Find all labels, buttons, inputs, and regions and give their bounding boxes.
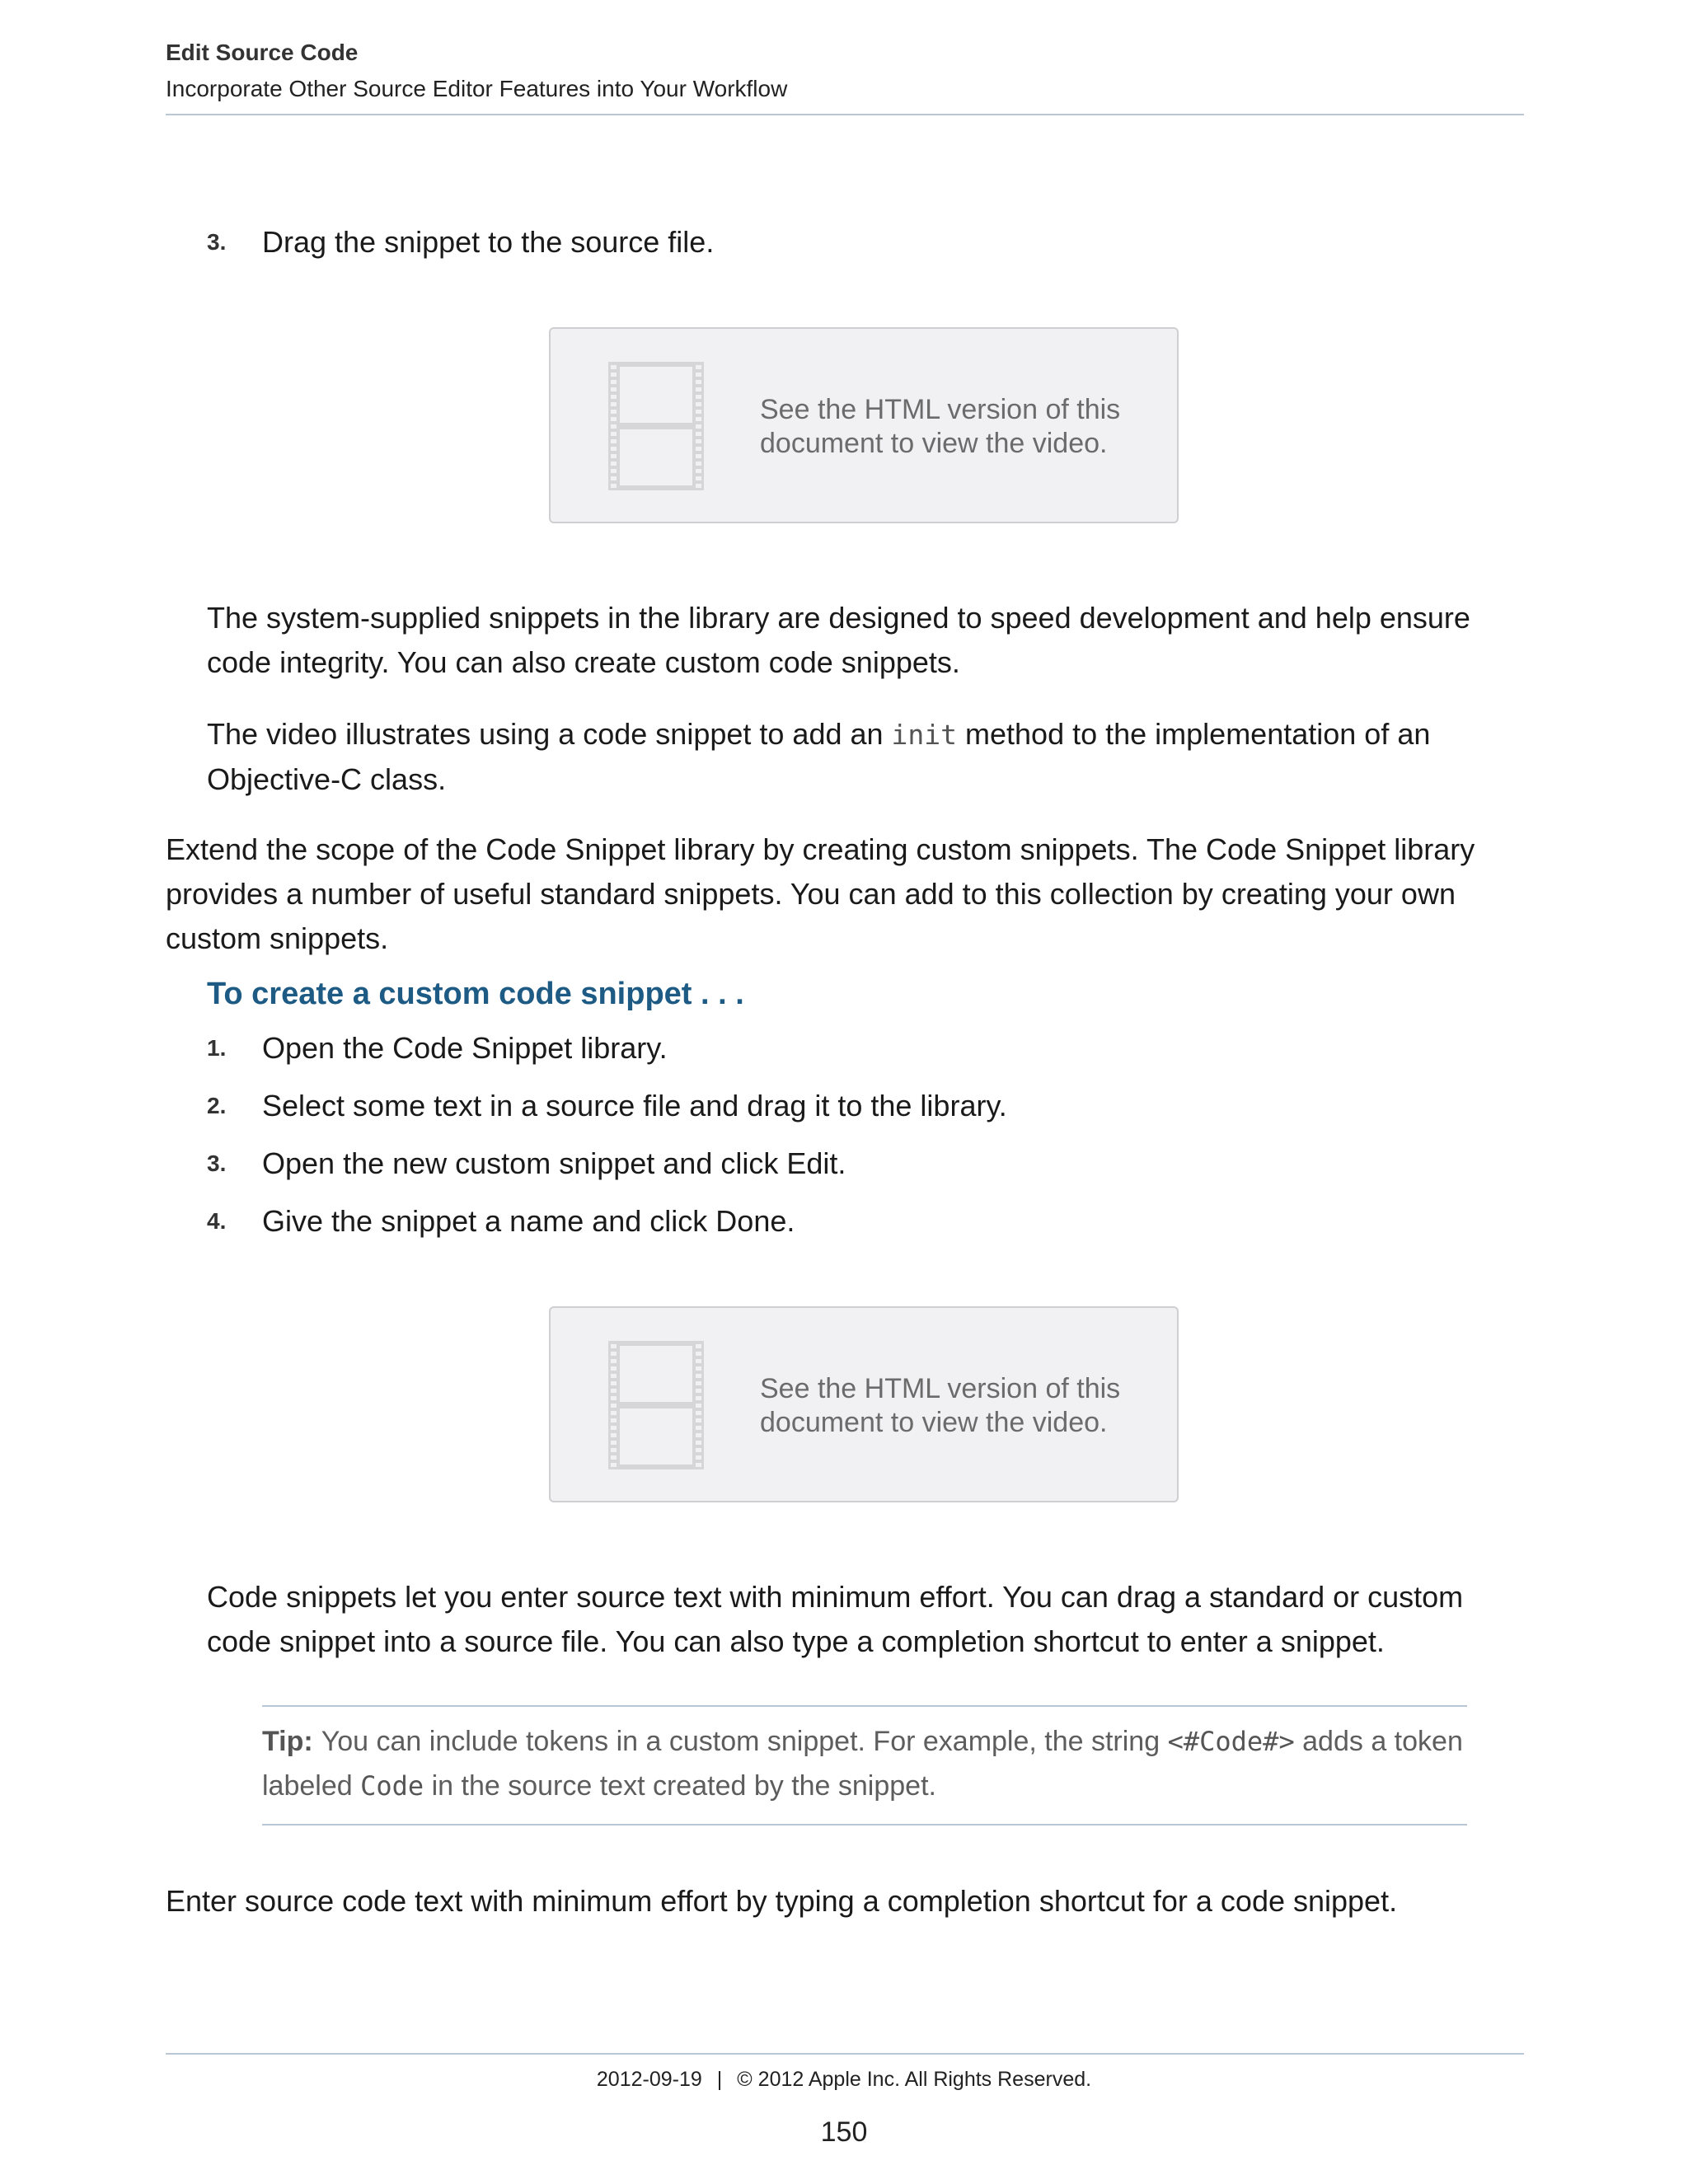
step-number: 3.: [207, 229, 227, 255]
tip-bottom-divider: [262, 1824, 1467, 1825]
footer: [0, 2068, 1688, 2092]
inline-code: init: [891, 719, 958, 751]
footer-copyright: © 2012 Apple Inc. All Rights Reserved.: [737, 2068, 1092, 2091]
footer-separator: |: [716, 2068, 723, 2091]
body-paragraph: Enter source code text with minimum effort by typing a completion shortcut for a code snippet.: [166, 1884, 1398, 1918]
tip-label: Tip:: [262, 1726, 313, 1757]
step-text: Open the new custom snippet and click Edit.: [262, 1146, 846, 1180]
page-number: 150: [820, 2116, 868, 2148]
inline-code: Code: [360, 1770, 424, 1802]
footer-divider: [166, 2053, 1524, 2055]
step-text: Open the Code Snippet library.: [262, 1031, 668, 1065]
footer-date: 2012-09-19: [596, 2068, 702, 2091]
header-section-title: Incorporate Other Source Editor Features into Your Workflow: [166, 76, 788, 101]
step-text: Select some text in a source file and drag it to the library.: [262, 1089, 1007, 1122]
body-paragraph: The video illustrates using a code snippet to add an init method to the implementation of an Objective-C class.: [207, 717, 1431, 796]
video-message: See the HTML version of this document to view the video.: [760, 1373, 1121, 1438]
body-paragraph: Extend the scope of the Code Snippet library by creating custom snippets. The Code Snippet library provides a number of useful standard snippets. You can add to this collection by creating your own custom snippets.: [166, 832, 1475, 955]
film-strip-icon: [608, 1341, 704, 1469]
step-text: Drag the snippet to the source file.: [262, 225, 715, 259]
step-number: 2.: [207, 1093, 227, 1118]
step-number: 1.: [207, 1035, 227, 1061]
body-paragraph: The system-supplied snippets in the library are designed to speed development and help ensure code integrity. You can also create custom code snippets.: [207, 601, 1470, 679]
video-placeholder[interactable]: [549, 327, 1179, 523]
video-message: See the HTML version of this document to view the video.: [760, 394, 1121, 459]
step-number: 4.: [207, 1208, 227, 1234]
tip-top-divider: [262, 1705, 1467, 1707]
inline-code: <#Code#>: [1167, 1726, 1295, 1757]
tip-note: Tip: You can include tokens in a custom snippet. For example, the string <#Code#> adds a token labeled Code in the source text created by the snippet.: [262, 1726, 1463, 1802]
video-placeholder[interactable]: [549, 1306, 1179, 1502]
film-strip-icon: [608, 362, 704, 490]
procedure-heading: To create a custom code snippet . . .: [207, 977, 744, 1011]
header-chapter-title: Edit Source Code: [166, 40, 359, 65]
header-divider: [166, 114, 1524, 115]
step-text: Give the snippet a name and click Done.: [262, 1204, 795, 1238]
step-number: 3.: [207, 1151, 227, 1176]
body-paragraph: Code snippets let you enter source text with minimum effort. You can drag a standard or custom code snippet into a source file. You can also type a completion shortcut to enter a snippet.: [207, 1580, 1464, 1658]
